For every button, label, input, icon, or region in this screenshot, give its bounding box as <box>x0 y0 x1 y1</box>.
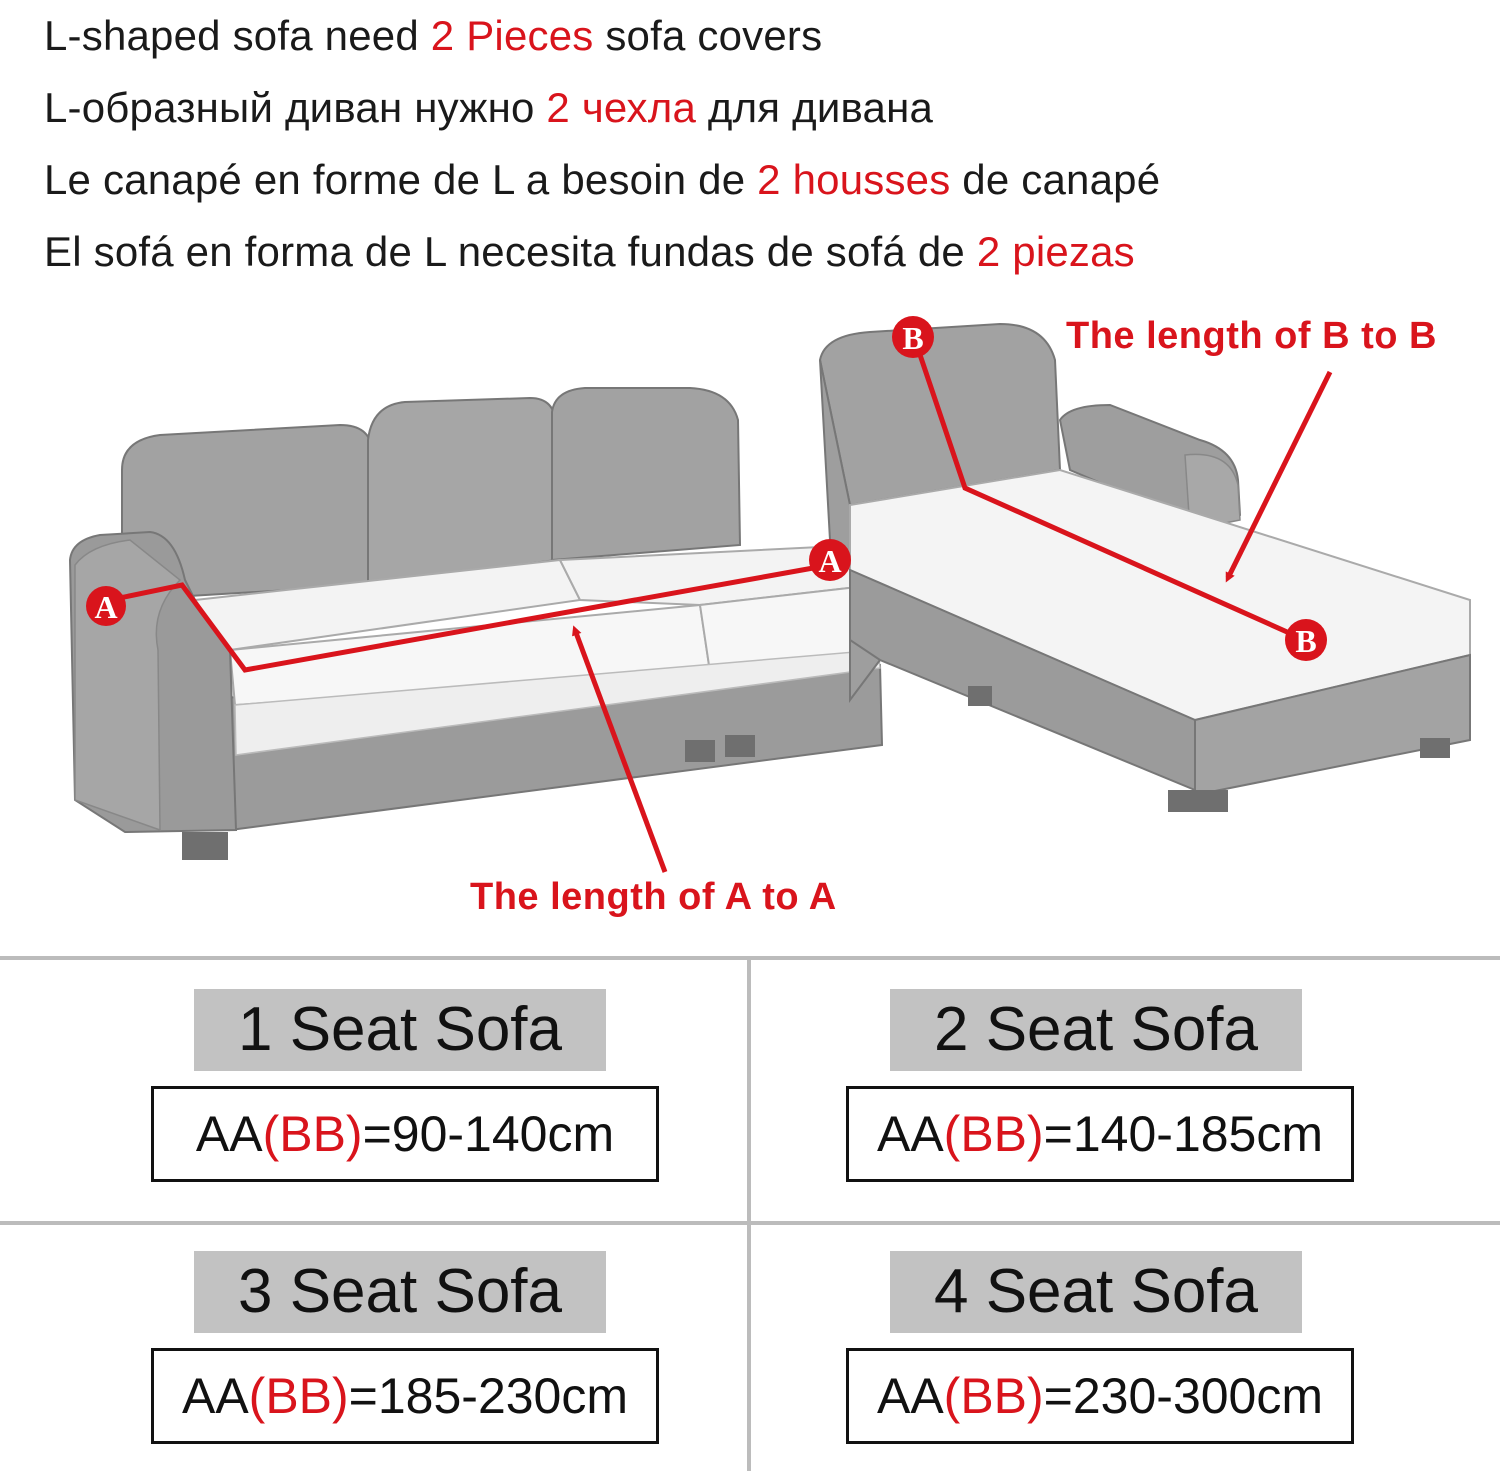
highlight-french: 2 housses <box>757 156 951 203</box>
svg-text:A: A <box>94 589 118 625</box>
svg-text:B: B <box>902 320 924 356</box>
size-title-4-seat: 4 Seat Sofa <box>890 1251 1302 1333</box>
size-title-3-seat: 3 Seat Sofa <box>194 1251 606 1333</box>
intro-text-block <box>44 0 1484 288</box>
size-range-3-seat: AA(BB)=185-230cm <box>151 1348 659 1444</box>
intro-line-french: Le canapé en forme de L a besoin de 2 housses de canapé <box>44 156 1161 203</box>
callout-length-a-to-a: The length of A to A <box>470 876 837 918</box>
size-range-4-seat: AA(BB)=230-300cm <box>846 1348 1354 1444</box>
marker-b-top <box>892 316 934 358</box>
size-range-1-seat: AA(BB)=90-140cm <box>151 1086 659 1182</box>
sofa-diagram-svg <box>0 290 1500 940</box>
callout-length-b-to-b: The length of B to B <box>1066 315 1437 357</box>
sofa-measurement-illustration <box>0 290 1500 940</box>
marker-a-right <box>809 539 851 581</box>
svg-text:A: A <box>818 543 842 579</box>
svg-text:B: B <box>1295 623 1317 659</box>
marker-b-bottom <box>1285 619 1327 661</box>
intro-line-russian: L-образный диван нужно 2 чехла для дивана <box>44 84 934 131</box>
intro-line-spanish: El sofá en forma de L necesita fundas de sofá de 2 piezas <box>44 228 1135 275</box>
size-title-2-seat: 2 Seat Sofa <box>890 989 1302 1071</box>
marker-a-left <box>86 586 126 626</box>
highlight-english: 2 Pieces <box>430 12 594 59</box>
highlight-russian: 2 чехла <box>546 84 697 131</box>
size-title-1-seat: 1 Seat Sofa <box>194 989 606 1071</box>
three-seat-sofa-drawing <box>70 388 882 860</box>
grid-divider-vertical <box>747 960 751 1471</box>
highlight-spanish: 2 piezas <box>976 228 1135 275</box>
size-range-2-seat: AA(BB)=140-185cm <box>846 1086 1354 1182</box>
intro-line-english: L-shaped sofa need 2 Pieces sofa covers <box>44 12 823 59</box>
